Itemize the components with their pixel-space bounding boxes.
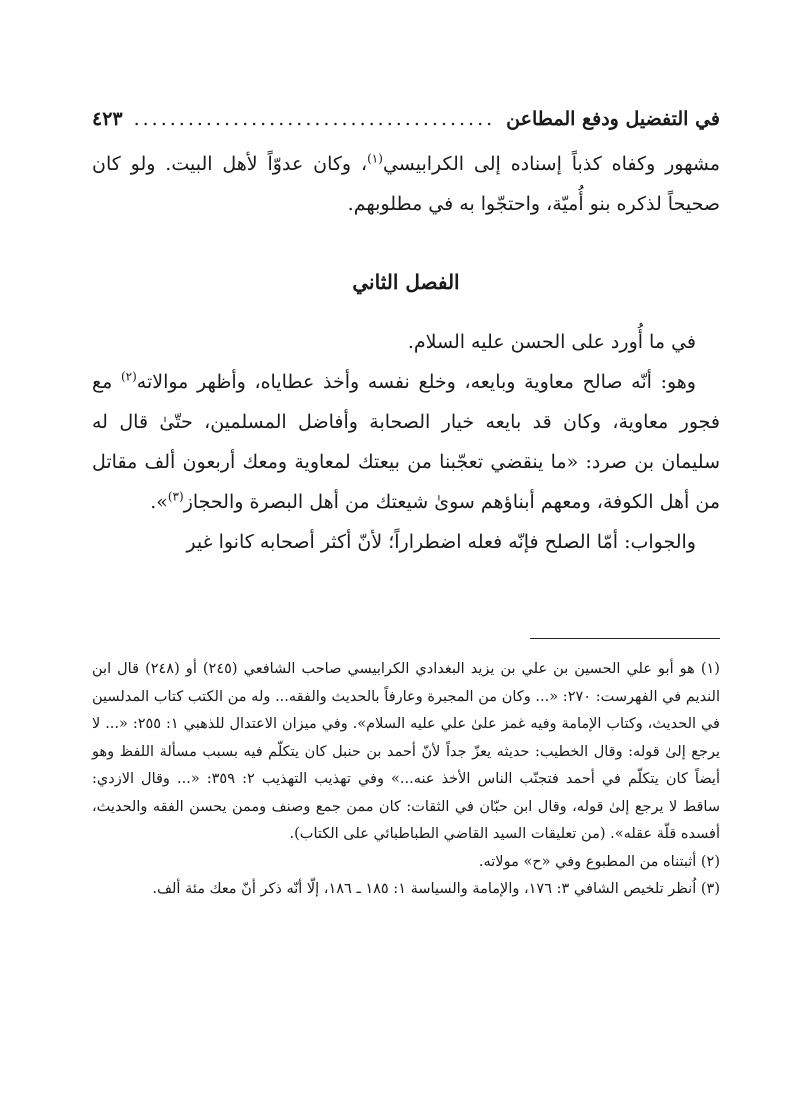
- paragraph-2: في ما أُورد على الحسن عليه السلام.: [407, 331, 696, 353]
- footnote-ref-3: (٣): [167, 489, 184, 504]
- paragraph-1-end: ، وكان عدوّاً لأهل البيت. ولو كان صحيحاً لذكره بنو أُميّة، واحتجّوا به في مطلوبهم.: [92, 153, 720, 215]
- footnote-2: (٢) أثبتناه من المطبوع وفي «ح» مولاته.: [478, 853, 720, 870]
- paragraph-3-middle: مع فجور معاوية، وكان قد بايعه خيار الصحابة وأفاضل المسلمين، حتّىٰ قال له سليمان بن صرد: «ما ينقضي تعجّبنا من بيعتك لمعاوية ومعك أربعون ألف مقاتل من أهل الكوفة، ومعهم أبناؤهم سوىٰ شيعتك من أهل البصرة والحجاز: [92, 371, 720, 513]
- footnote-ref-2: (٢): [120, 369, 137, 384]
- page-number: ٤٢٣: [92, 108, 123, 130]
- main-text: [92, 144, 720, 562]
- paragraph-4: والجواب: أمّا الصلح فإنّه فعله اضطراراً؛ لأنّ أكثر أصحابه كانوا غير: [186, 531, 696, 553]
- paragraph-3: [92, 362, 720, 522]
- footnote-1: (١) هو أبو علي الحسين بن علي بن يزيد البغدادي الكرابيسي صاحب الشافعي (٢٤٥) أو (٢٤٨) قال ابن النديم في الفهرست: ٢٧٠: «... وكان من المجبرة وعارفاً بالحديث والفقه... وله من الكتب كتاب المدلسين في الحديث، وكتاب الإمامة وفيه غمز علىٰ علي عليه السلام». وفي ميزان الاعتدال للذهبي ١: ٢٥٥: «... لا يرجع إلىٰ قوله: وقال الخطيب: حديثه يعزّ جداً لأنّ أحمد بن حنبل كان يتكلّم فيه بسبب مسألة اللفظ وهو أيضاً كان يتكلّم في أحمد فتجنّب الناس الأخذ عنه...» وفي تهذيب التهذيب ٢: ٣٥٩: «... وقال الازدي: ساقط لا يرجع إلىٰ قوله، وقال ابن حبّان في الثقات: كان ممن جمع وصنف وممن يحسن الفقه والحديث، أفسده قلّة عقله». (من تعليقات السيد القاضي الطباطبائي على الكتاب).: [92, 661, 721, 842]
- footnotes: [92, 656, 720, 904]
- footnote-3: (٣) اُنظر تلخيص الشافي ٣: ١٧٦، والإمامة والسياسة ١: ١٨٥ ـ ١٨٦، إلّا أنّه ذكر أنّ معك مئة ألف.: [152, 881, 720, 897]
- paragraph-1-start: مشهور وكفاه كذباً إسناده إلى الكرابيسي: [382, 153, 720, 175]
- footnote-ref-1: (١): [367, 151, 383, 166]
- running-header: [92, 108, 720, 144]
- paragraph-1: [92, 144, 720, 224]
- dot-leader: ........................................: [133, 108, 496, 130]
- paragraph-3-start: وهو: أنّه صالح معاوية وبايعه، وخلع نفسه وأخذ عطاياه، وأظهر موالاته: [136, 371, 696, 393]
- section-heading: الفصل الثاني: [352, 270, 460, 294]
- paragraph-3-end: ».: [150, 491, 168, 513]
- book-page: [92, 108, 721, 897]
- footnote-separator: [530, 638, 720, 639]
- running-title: في التفضيل ودفع المطاعن: [506, 108, 720, 130]
